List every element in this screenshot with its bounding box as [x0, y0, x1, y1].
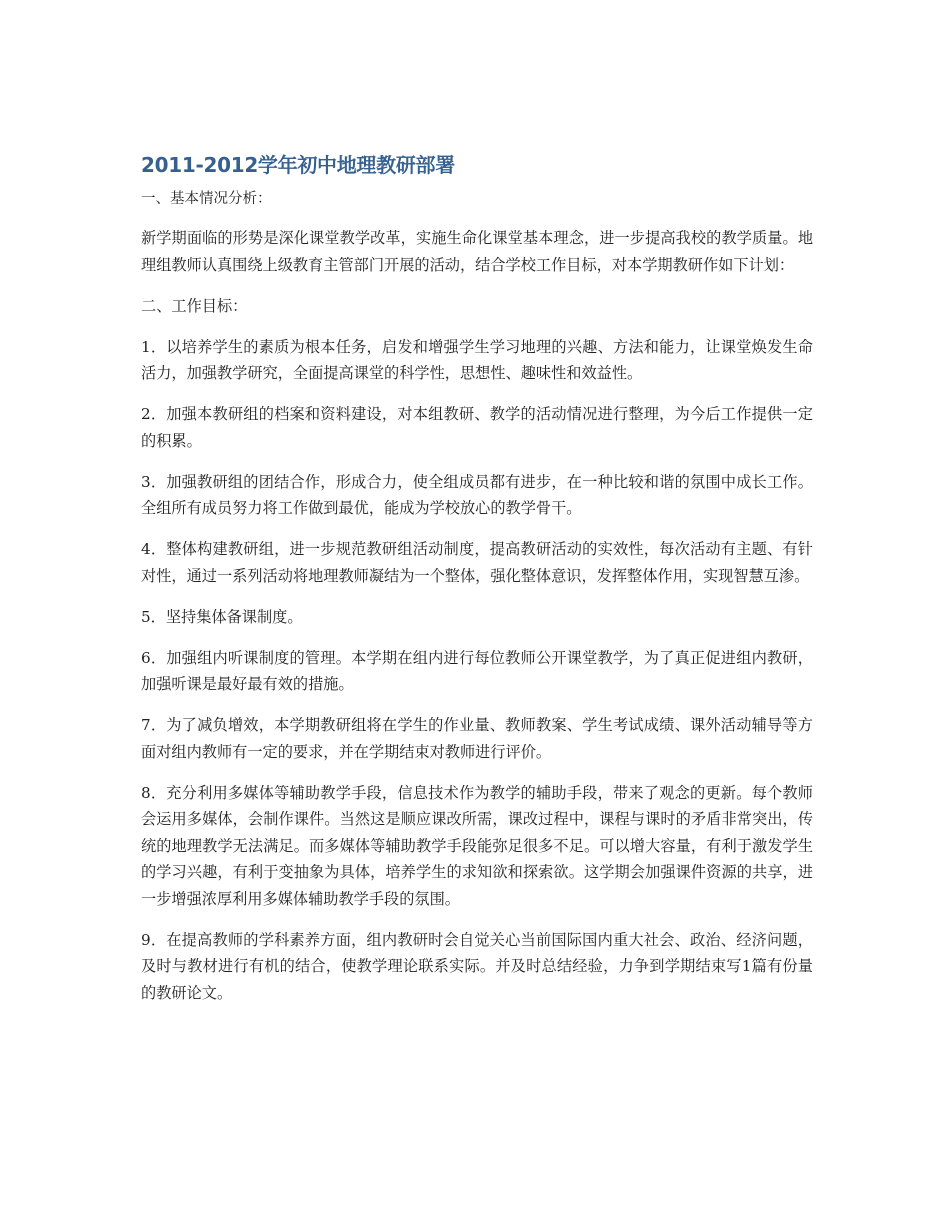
goal-item-1: 1．以培养学生的素质为根本任务，启发和增强学生学习地理的兴趣、方法和能力，让课堂焕发生命活力，加强教学研究，全面提高课堂的科学性，思想性、趣味性和效益性。 [141, 337, 813, 382]
intro-paragraph: 新学期面临的形势是深化课堂教学改革，实施生命化课堂基本理念，进一步提高我校的教学质量。地理组教师认真围绕上级教育主管部门开展的活动，结合学校工作目标，对本学期教研作如下计划： [141, 229, 813, 274]
goal-item-8: 8．充分利用多媒体等辅助教学手段，信息技术作为教学的辅助手段，带来了观念的更新。每个教师会运用多媒体，会制作课件。当然这是顺应课改所需，课改过程中，课程与课时的矛盾非常突出，传统的地理教学无法满足。而多媒体等辅助教学手段能弥足很多不足。可以增大容量，有利于激发学生的学习兴趣，有利于变抽象为具体，培养学生的求知欲和探索欲。这学期会加强课件资源的共享，进一步增强浓厚利用多媒体辅助教学手段的氛围。 [141, 783, 813, 908]
goal-item-9: 9．在提高教师的学科素养方面，组内教研时会自觉关心当前国际国内重大社会、政治、经济问题，及时与教材进行有机的结合，使教学理论联系实际。并及时总结经验，力争到学期结束写1篇有份量的教研论文。 [141, 930, 813, 1002]
goal-item-2: 2．加强本教研组的档案和资料建设，对本组教研、教学的活动情况进行整理，为今后工作提供一定的积累。 [141, 405, 813, 450]
goal-item-6: 6．加强组内听课制度的管理。本学期在组内进行每位教师公开课堂教学，为了真正促进组内教研，加强听课是最好最有效的措施。 [141, 648, 813, 693]
goal-item-7: 7．为了减负增效，本学期教研组将在学生的作业量、教师教案、学生考试成绩、课外活动辅导等方面对组内教师有一定的要求，并在学期结束对教师进行评价。 [141, 716, 813, 761]
document-page [141, 150, 813, 1021]
document-title: 2011-2012学年初中地理教研部署 [141, 153, 455, 177]
goal-item-5: 5．坚持集体备课制度。 [141, 607, 303, 626]
goal-item-3: 3．加强教研组的团结合作，形成合力，使全组成员都有进步，在一种比较和谐的氛围中成长工作。全组所有成员努力将工作做到最优，能成为学校放心的教学骨干。 [141, 472, 813, 517]
goal-item-4: 4．整体构建教研组，进一步规范教研组活动制度，提高教研活动的实效性，每次活动有主题、有针对性，通过一系列活动将地理教师凝结为一个整体，强化整体意识，发挥整体作用，实现智慧互渗。 [141, 540, 813, 585]
section-heading-basic-analysis: 一、基本情况分析： [141, 191, 272, 207]
section-heading-work-goals: 二、工作目标： [141, 296, 248, 315]
